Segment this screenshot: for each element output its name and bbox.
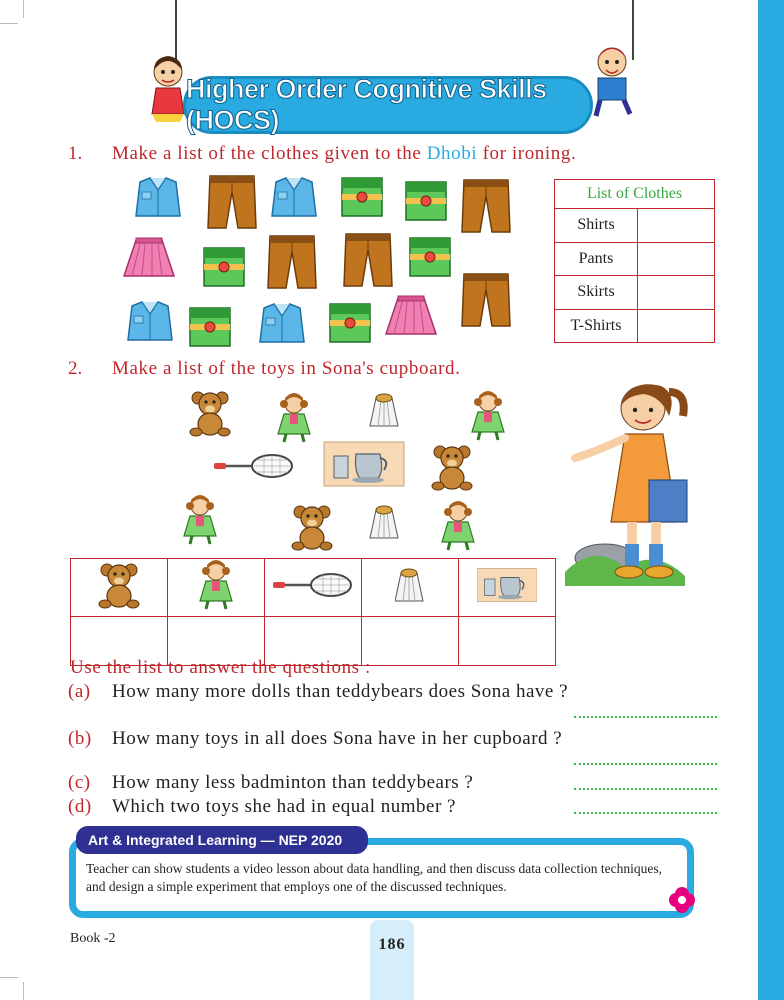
answer-line-c[interactable]	[574, 787, 717, 790]
question-c-text: How many less badminton than teddybears ?	[112, 772, 474, 793]
toy-header-shuttlecock	[362, 559, 459, 617]
page-edge-stripe	[758, 0, 784, 1000]
skirt-icon	[386, 296, 436, 334]
crop-mark	[23, 982, 24, 1000]
pants-icon	[208, 176, 256, 228]
tshirt-icon	[330, 304, 370, 342]
teddy-bear-icon	[99, 564, 139, 608]
answer-cell[interactable]	[459, 617, 556, 666]
shirt-icon	[272, 178, 316, 216]
question-1-number: 1.	[68, 143, 83, 164]
teddy-bear-icon	[190, 392, 230, 436]
page-title: Higher Order Cognitive Skills (HOCS)	[186, 74, 547, 135]
table-row	[555, 209, 715, 243]
question-1-text-part: for ironing.	[477, 143, 577, 164]
toy-header-racket	[265, 559, 362, 617]
doll-icon	[278, 393, 310, 442]
tshirt-icon	[410, 238, 450, 276]
skirt-icon	[124, 238, 174, 276]
question-2-text: Make a list of the toys in Sona's cupboard.	[112, 358, 461, 379]
clothes-table-header: List of Clothes	[555, 180, 715, 209]
tshirt-icon	[406, 182, 446, 220]
answer-cell[interactable]	[362, 617, 459, 666]
toy-header-kitchen-set	[459, 559, 556, 617]
table-row	[555, 276, 715, 310]
doll-icon	[442, 501, 474, 550]
answer-line-d[interactable]	[574, 811, 717, 814]
table-row	[555, 309, 715, 343]
pants-icon	[462, 274, 510, 326]
badminton-racket-icon	[273, 574, 351, 596]
toys-illustration	[180, 386, 520, 551]
shuttlecock-icon	[395, 569, 423, 601]
row-label-pants: Pants	[555, 242, 638, 276]
hocs-title-banner	[183, 76, 593, 134]
question-1-text-part: Make a list of the clothes given to the	[112, 143, 427, 164]
page-number: 186	[378, 936, 406, 953]
row-label-skirts: Skirts	[555, 276, 638, 310]
question-a-label: (a)	[68, 681, 91, 702]
crop-mark	[0, 977, 18, 978]
question-1-text	[112, 143, 576, 165]
flower-decoration-icon	[668, 886, 696, 914]
answer-cell[interactable]	[638, 276, 715, 310]
clothes-illustration	[118, 174, 528, 349]
answer-line-a[interactable]	[574, 715, 717, 718]
question-a-text: How many more dolls than teddybears does Sona have ?	[112, 681, 569, 702]
pants-icon	[462, 180, 510, 232]
tshirt-icon	[204, 248, 244, 286]
badminton-racket-icon	[214, 455, 292, 477]
doll-icon	[200, 560, 232, 609]
toy-header-teddy	[71, 559, 168, 617]
shirt-icon	[128, 302, 172, 340]
question-c-label: (c)	[68, 772, 91, 793]
crop-mark	[23, 0, 24, 18]
toy-header-doll	[168, 559, 265, 617]
question-b-text: How many toys in all does Sona have in her cupboard ?	[112, 728, 563, 749]
teddy-bear-icon	[292, 506, 332, 550]
tshirt-icon	[342, 178, 382, 216]
page-number-tab	[370, 920, 414, 1000]
shuttlecock-icon	[370, 394, 398, 426]
shirt-icon	[136, 178, 180, 216]
list-of-clothes-table	[554, 179, 715, 343]
nep-tag: Art & Integrated Learning — NEP 2020	[76, 826, 368, 854]
sona-girl-illustration	[565, 372, 705, 604]
teddy-bear-icon	[432, 446, 472, 490]
question-d-label: (d)	[68, 796, 92, 817]
toys-tally-table	[70, 558, 556, 666]
nep-description: Teacher can show students a video lesson about data handling, and then discuss data collection techniques, and design a simple experiment that employs one of the discussed techniques.	[86, 861, 663, 894]
shuttlecock-icon	[370, 506, 398, 538]
kitchen-set-icon	[324, 442, 404, 486]
table-row	[71, 559, 556, 617]
question-2-number: 2.	[68, 358, 83, 379]
answer-line-b[interactable]	[574, 762, 717, 765]
answer-cell[interactable]	[638, 209, 715, 243]
row-label-shirts: Shirts	[555, 209, 638, 243]
doll-icon	[184, 495, 216, 544]
row-label-tshirts: T-Shirts	[555, 309, 638, 343]
kitchen-set-icon	[477, 569, 537, 602]
tshirt-icon	[190, 308, 230, 346]
doll-icon	[472, 391, 504, 440]
pants-icon	[268, 236, 316, 288]
answer-cell[interactable]	[638, 242, 715, 276]
question-b-label: (b)	[68, 728, 92, 749]
crop-mark	[0, 23, 18, 24]
book-label: Book -2	[70, 931, 116, 946]
answer-cell[interactable]	[638, 309, 715, 343]
shirt-icon	[260, 304, 304, 342]
pants-icon	[344, 234, 392, 286]
dhobi-word: Dhobi	[426, 143, 478, 164]
questions-intro: Use the list to answer the questions :	[70, 657, 371, 678]
table-row	[555, 242, 715, 276]
question-d-text: Which two toys she had in equal number ?	[112, 796, 456, 817]
